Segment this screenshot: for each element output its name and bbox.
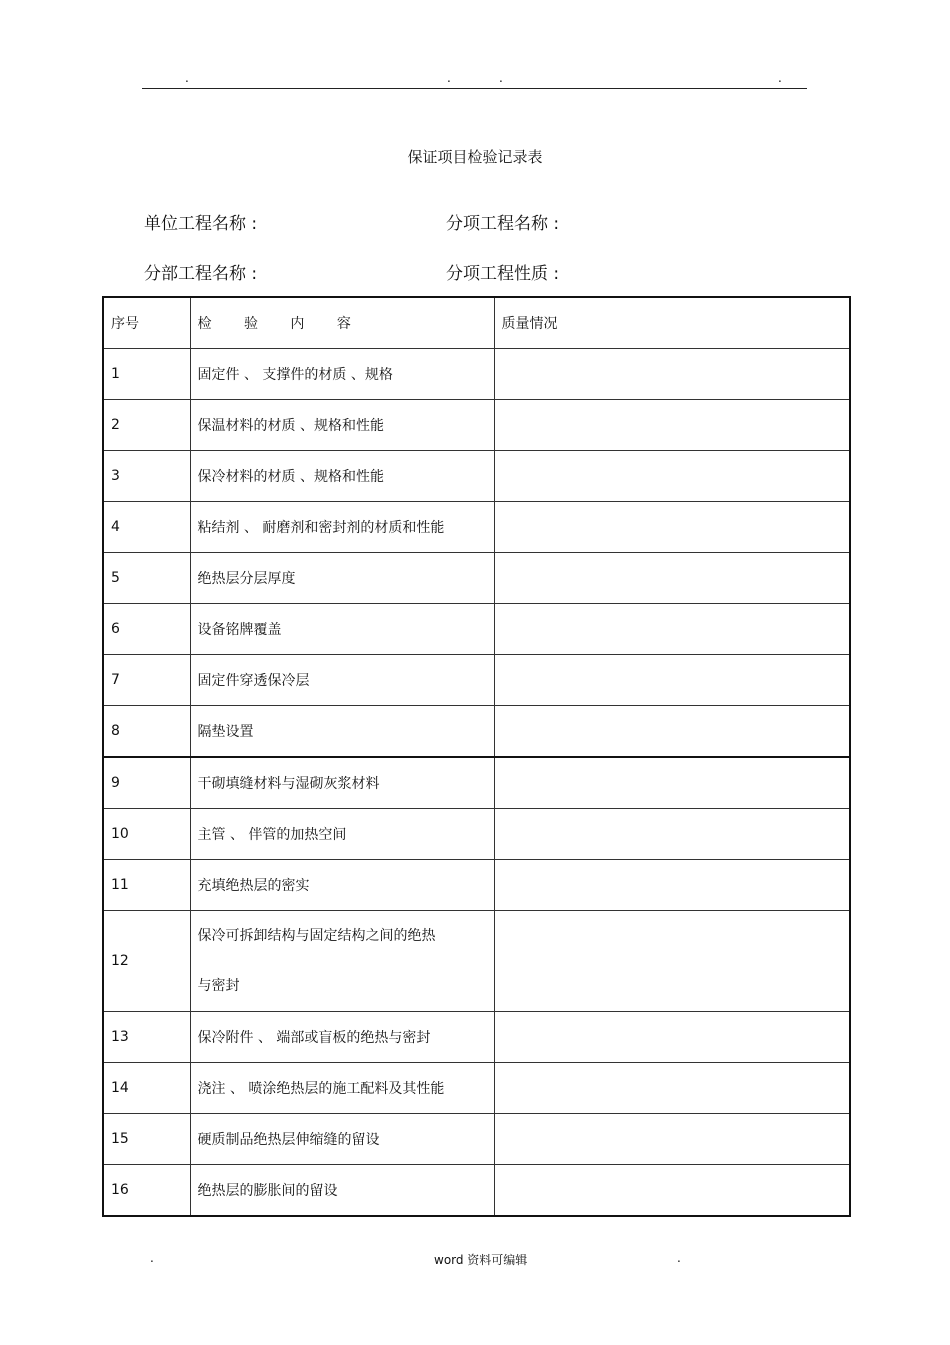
row-content xyxy=(190,911,494,1012)
row-content: 硬质制品绝热层伸缩缝的留设 xyxy=(190,1114,494,1165)
row-quality-cell[interactable] xyxy=(494,1012,850,1063)
table-row xyxy=(103,502,850,553)
row-quality-cell[interactable] xyxy=(494,809,850,860)
row-quality-cell[interactable] xyxy=(494,860,850,911)
row-quality-cell[interactable] xyxy=(494,502,850,553)
row-content: 粘结剂 、 耐磨剂和密封剂的材质和性能 xyxy=(190,502,494,553)
unit-project-label: 单位工程名称 : xyxy=(144,214,258,234)
header-dot: . xyxy=(499,71,503,85)
header-dot: . xyxy=(185,71,189,85)
row-content: 固定件 、 支撑件的材质 、规格 xyxy=(190,349,494,400)
row-no: 3 xyxy=(103,451,190,502)
header-dot: . xyxy=(778,71,782,85)
row-quality-cell[interactable] xyxy=(494,1063,850,1114)
row-quality-cell[interactable] xyxy=(494,451,850,502)
row-quality-cell[interactable] xyxy=(494,1114,850,1165)
row-content: 浇注 、 喷涂绝热层的施工配料及其性能 xyxy=(190,1063,494,1114)
document-title: 保证项目检验记录表 xyxy=(407,148,543,166)
row-no: 11 xyxy=(103,860,190,911)
row-content: 主管 、 伴管的加热空间 xyxy=(190,809,494,860)
row-no: 9 xyxy=(103,757,190,809)
row-content: 隔垫设置 xyxy=(190,706,494,758)
row-no: 12 xyxy=(103,911,190,1012)
sub-project-label: 分项工程名称 : xyxy=(446,214,560,234)
header-quality: 质量情况 xyxy=(494,297,850,349)
footer-dot: . xyxy=(677,1251,681,1265)
row-content: 绝热层的膨胀间的留设 xyxy=(190,1165,494,1217)
row-no: 6 xyxy=(103,604,190,655)
row-content: 保温材料的材质 、规格和性能 xyxy=(190,400,494,451)
header-dot: . xyxy=(447,71,451,85)
table-row xyxy=(103,911,850,1012)
table-row xyxy=(103,860,850,911)
row-content: 绝热层分层厚度 xyxy=(190,553,494,604)
header-content: 检 验 内 容 xyxy=(190,297,494,349)
row-quality-cell[interactable] xyxy=(494,553,850,604)
table-row xyxy=(103,604,850,655)
row-no: 4 xyxy=(103,502,190,553)
footer-text: word 资料可编辑 xyxy=(434,1253,528,1267)
table-row xyxy=(103,757,850,809)
header-rule xyxy=(142,88,807,89)
row-content: 保冷附件 、 端部或盲板的绝热与密封 xyxy=(190,1012,494,1063)
row-no: 15 xyxy=(103,1114,190,1165)
sub-project-nature-label: 分项工程性质 : xyxy=(446,264,560,284)
inspection-table xyxy=(102,296,851,1217)
table-row xyxy=(103,1012,850,1063)
row-no: 14 xyxy=(103,1063,190,1114)
row-quality-cell[interactable] xyxy=(494,706,850,758)
row-quality-cell[interactable] xyxy=(494,400,850,451)
footer-dot: . xyxy=(150,1251,154,1265)
row-no: 7 xyxy=(103,655,190,706)
table-row xyxy=(103,1165,850,1217)
table-row xyxy=(103,655,850,706)
row-content-line: 与密封 xyxy=(197,978,240,994)
row-content: 充填绝热层的密实 xyxy=(190,860,494,911)
row-no: 1 xyxy=(103,349,190,400)
row-no: 16 xyxy=(103,1165,190,1217)
row-no: 8 xyxy=(103,706,190,758)
table-row xyxy=(103,451,850,502)
table-row xyxy=(103,706,850,758)
row-no: 5 xyxy=(103,553,190,604)
row-quality-cell[interactable] xyxy=(494,757,850,809)
table-row xyxy=(103,809,850,860)
table-row xyxy=(103,400,850,451)
row-content-line: 保冷可拆卸结构与固定结构之间的绝热 xyxy=(197,928,436,944)
row-quality-cell[interactable] xyxy=(494,655,850,706)
table-row xyxy=(103,349,850,400)
table-header-row xyxy=(103,297,850,349)
table-row xyxy=(103,1063,850,1114)
row-quality-cell[interactable] xyxy=(494,1165,850,1217)
division-project-label: 分部工程名称 : xyxy=(144,264,258,284)
table-row xyxy=(103,1114,850,1165)
header-no: 序号 xyxy=(103,297,190,349)
row-content: 保冷材料的材质 、规格和性能 xyxy=(190,451,494,502)
row-quality-cell[interactable] xyxy=(494,604,850,655)
row-content: 干砌填缝材料与湿砌灰浆材料 xyxy=(190,757,494,809)
row-no: 2 xyxy=(103,400,190,451)
row-quality-cell[interactable] xyxy=(494,911,850,1012)
table-row xyxy=(103,553,850,604)
row-no: 10 xyxy=(103,809,190,860)
row-content: 固定件穿透保冷层 xyxy=(190,655,494,706)
row-content: 设备铭牌覆盖 xyxy=(190,604,494,655)
row-quality-cell[interactable] xyxy=(494,349,850,400)
row-no: 13 xyxy=(103,1012,190,1063)
